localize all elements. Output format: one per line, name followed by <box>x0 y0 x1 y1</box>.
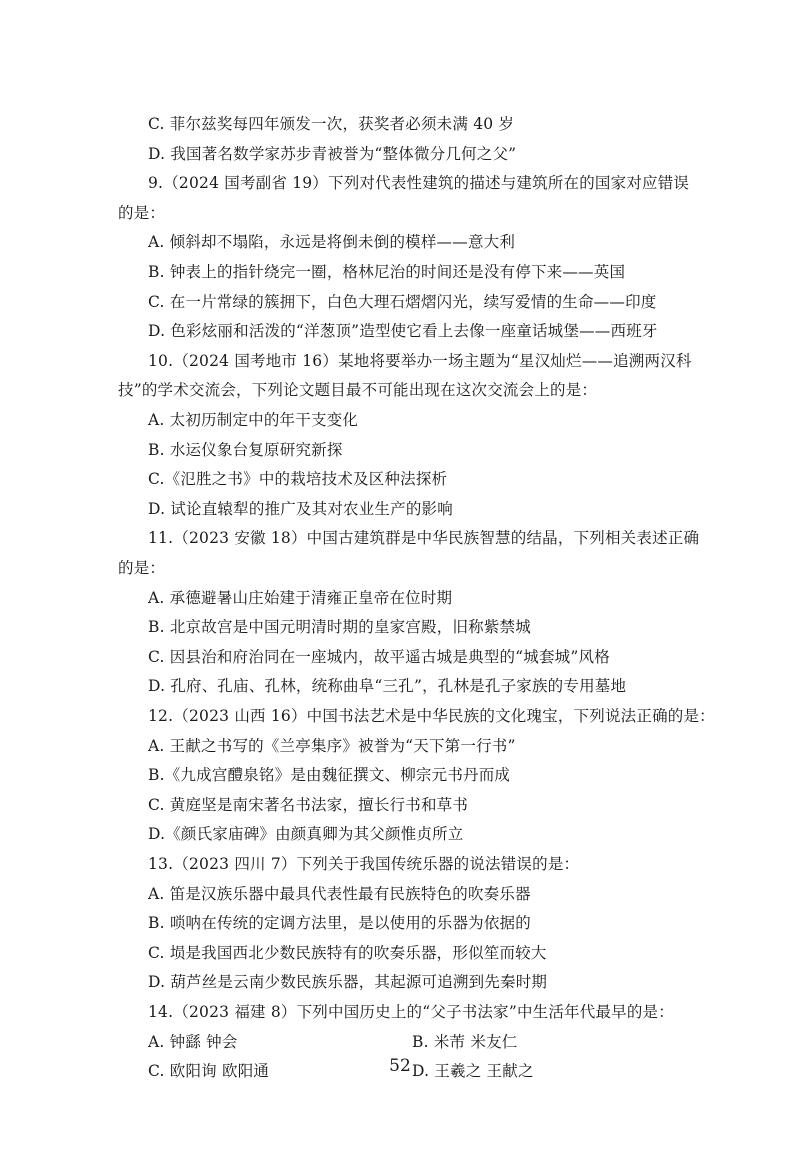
option-a-q14: A. 钟繇 钟会 <box>148 1033 238 1051</box>
option-d-q9: D. 色彩炫丽和活泼的“洋葱顶”造型使它看上去像一座童话城堡——西班牙 <box>148 322 658 340</box>
option-c-q13: C. 埙是我国西北少数民族特有的吹奏乐器，形似笙而较大 <box>148 944 547 962</box>
option-c-q14: C. 欧阳询 欧阳通 <box>148 1062 270 1080</box>
question-9-stem-cont: 的是： <box>118 204 166 222</box>
question-10-stem: 10.（2024 国考地市 16）某地将要举办一场主题为“星汉灿烂——追溯两汉科 <box>148 352 692 370</box>
question-10-stem-cont: 技”的学术交流会，下列论文题目最不可能出现在这次交流会上的是： <box>118 381 598 399</box>
option-b-q14: B. 米芾 米友仁 <box>412 1033 518 1051</box>
question-11-stem: 11.（2023 安徽 18）中国古建筑群是中华民族智慧的结晶，下列相关表述正确 <box>148 529 700 547</box>
question-9-stem: 9.（2024 国考副省 19）下列对代表性建筑的描述与建筑所在的国家对应错误 <box>148 174 690 192</box>
option-d-q10: D. 试论直辕犁的推广及其对农业生产的影响 <box>148 500 453 518</box>
option-a-q13: A. 笛是汉族乐器中最具代表性最有民族特色的吹奏乐器 <box>148 885 531 903</box>
option-b-q12: B.《九成宫醴泉铭》是由魏征撰文、柳宗元书丹而成 <box>148 766 511 784</box>
option-a-q12: A. 王献之书写的《兰亭集序》被誉为“天下第一行书” <box>148 737 516 755</box>
option-b-q11: B. 北京故宫是中国元明清时期的皇家宫殿，旧称紫禁城 <box>148 618 531 636</box>
option-b-q13: B. 唢呐在传统的定调方法里，是以使用的乐器为依据的 <box>148 914 531 932</box>
question-13-stem: 13.（2023 四川 7）下列关于我国传统乐器的说法错误的是： <box>148 855 580 873</box>
option-d-q11: D. 孔府、孔庙、孔林，统称曲阜“三孔”，孔林是孔子家族的专用墓地 <box>148 677 627 695</box>
option-c-q11: C. 因县治和府治同在一座城内，故平遥古城是典型的“城套城”风格 <box>148 648 610 666</box>
option-a-q9: A. 倾斜却不塌陷，永远是将倒未倒的模样——意大利 <box>148 233 516 251</box>
option-d-q8: D. 我国著名数学家苏步青被誉为“整体微分几何之父” <box>148 145 517 163</box>
option-c-q12: C. 黄庭坚是南宋著名书法家，擅长行书和草书 <box>148 796 469 814</box>
option-b-q9: B. 钟表上的指针绕完一圈，格林尼治的时间还是没有停下来——英国 <box>148 263 626 281</box>
option-b-q10: B. 水运仪象台复原研究新探 <box>148 441 343 459</box>
option-c-q10: C.《氾胜之书》中的栽培技术及区种法探析 <box>148 470 448 488</box>
option-d-q13: D. 葫芦丝是云南少数民族乐器，其起源可追溯到先秦时期 <box>148 973 548 991</box>
option-a-q10: A. 太初历制定中的年干支变化 <box>148 411 359 429</box>
option-a-q11: A. 承德避暑山庄始建于清雍正皇帝在位时期 <box>148 589 453 607</box>
question-11-stem-cont: 的是： <box>118 559 166 577</box>
option-c-q9: C. 在一片常绿的簇拥下，白色大理石熠熠闪光，续写爱情的生命——印度 <box>148 293 657 311</box>
page-number: 52 <box>389 1056 411 1076</box>
question-12-stem: 12.（2023 山西 16）中国书法艺术是中华民族的文化瑰宝，下列说法正确的是： <box>148 707 715 725</box>
option-c-q8: C. 菲尔兹奖每四年颁发一次，获奖者必须未满 40 岁 <box>148 115 515 133</box>
option-d-q12: D.《颜氏家庙碑》由颜真卿为其父颜惟贞所立 <box>148 825 464 843</box>
question-14-stem: 14.（2023 福建 8）下列中国历史上的“父子书法家”中生活年代最早的是： <box>148 1003 674 1021</box>
option-d-q14: D. 王羲之 王献之 <box>412 1062 534 1080</box>
